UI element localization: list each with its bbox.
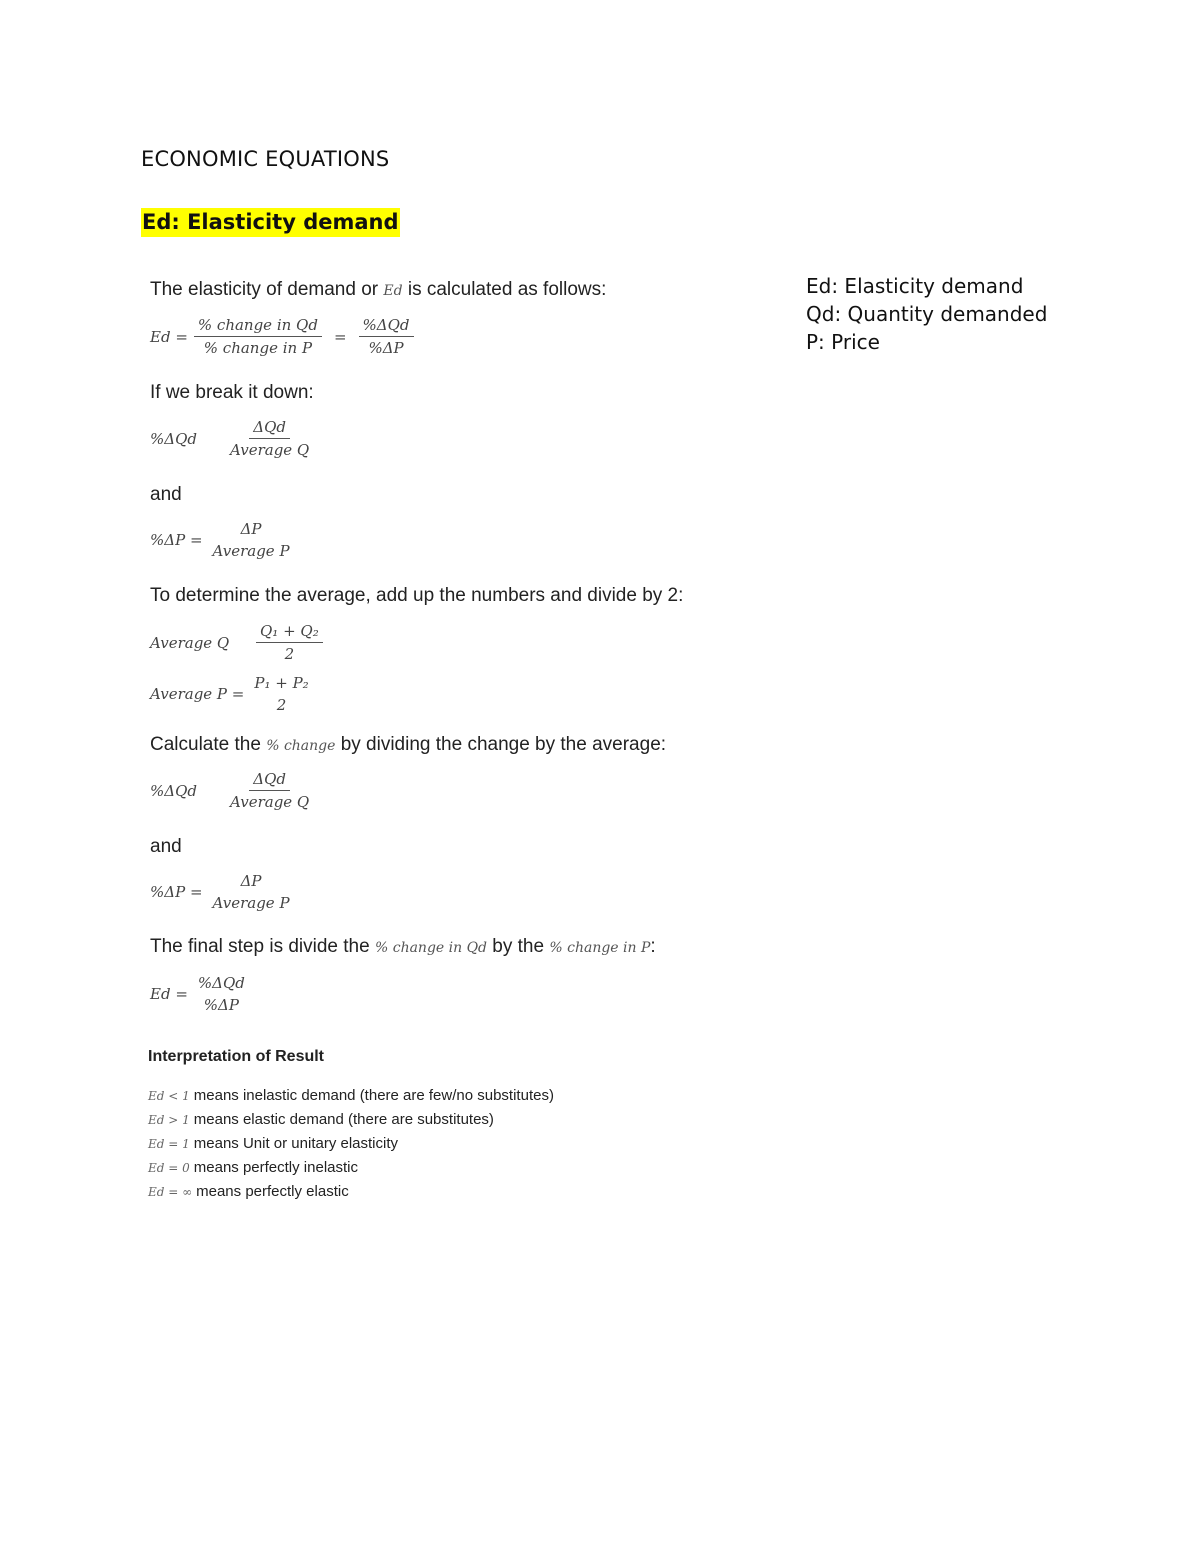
equation-elasticity-final: [150, 974, 255, 1014]
eq6-lhs: %ΔQd: [150, 781, 197, 800]
document-title: ECONOMIC EQUATIONS: [141, 147, 390, 171]
calc-pre: Calculate the: [150, 734, 267, 755]
interpretation-row: [148, 1084, 554, 1108]
section-heading: Ed: Elasticity demand: [141, 208, 400, 237]
eq5-denominator: 2: [276, 696, 287, 714]
interpretation-heading: Interpretation of Result: [148, 1048, 325, 1065]
eq1-frac2-denominator: %ΔP: [368, 339, 404, 357]
intro-pre: The elasticity of demand or: [150, 279, 384, 300]
and-text-1: and: [150, 484, 182, 505]
final-symbol-2: % change in P: [549, 940, 651, 956]
eq5-numerator: P₁ + P₂: [254, 674, 309, 692]
interpretation-row: [148, 1108, 554, 1132]
intro-post: is calculated as follows:: [402, 279, 607, 300]
eq2-lhs: %ΔQd: [150, 429, 197, 448]
eq4-numerator: Q₁ + Q₂: [256, 622, 323, 643]
eq6-denominator: Average Q: [230, 793, 310, 811]
eq4-fraction: [256, 622, 323, 663]
interp-symbol: Ed < 1: [148, 1089, 190, 1103]
eq5-fraction: [250, 674, 312, 714]
final-post: :: [650, 936, 656, 957]
legend-item-qd: Qd: Quantity demanded: [806, 302, 1048, 326]
eq7-denominator: Average P: [212, 894, 290, 912]
interpretation-row: [148, 1180, 554, 1204]
calc-post: by dividing the change by the average:: [335, 734, 667, 755]
eq8-fraction: [194, 974, 249, 1014]
equation-pct-change-p-2: [150, 872, 300, 912]
eq7-fraction: [209, 872, 294, 912]
equation-elasticity-definition: [150, 316, 420, 357]
eq7-numerator: ΔP: [240, 872, 262, 890]
interp-text: means perfectly elastic: [196, 1183, 349, 1200]
eq5-lhs: Average P =: [150, 685, 245, 703]
eq4-denominator: 2: [284, 645, 295, 663]
equation-pct-change-p: [150, 520, 300, 560]
eq1-frac1-denominator: % change in P: [203, 339, 313, 357]
interpretation-row: [148, 1156, 554, 1180]
interp-text: means elastic demand (there are substitutes): [193, 1111, 494, 1128]
eq1-frac1-numerator: % change in Qd: [194, 316, 322, 337]
eq8-numerator: %ΔQd: [197, 974, 245, 992]
break-down-text: If we break it down:: [150, 382, 314, 403]
and-text-2: and: [150, 836, 182, 857]
determine-average-text: To determine the average, add up the numbers and divide by 2:: [150, 585, 684, 606]
interp-text: means perfectly inelastic: [193, 1159, 359, 1176]
final-step-text: [150, 936, 656, 958]
interp-symbol: Ed = 1: [148, 1137, 190, 1151]
interp-symbol: Ed = 0: [148, 1161, 190, 1175]
final-symbol-1: % change in Qd: [374, 940, 488, 956]
equation-pct-change-qd: [150, 418, 319, 459]
variable-legend: [806, 272, 1047, 356]
eq2-denominator: Average Q: [230, 441, 310, 459]
legend-item-p: P: Price: [806, 330, 880, 354]
eq2-fraction: [226, 418, 313, 459]
eq3-numerator: ΔP: [240, 520, 262, 538]
eq1-fraction-1: [194, 316, 322, 357]
eq6-fraction: [226, 770, 313, 811]
interpretation-row: [148, 1132, 554, 1156]
eq8-denominator: %ΔP: [203, 996, 239, 1014]
interp-symbol: Ed > 1: [148, 1113, 190, 1127]
eq1-equals: =: [333, 327, 347, 346]
calc-symbol: % change: [266, 738, 336, 754]
eq4-lhs: Average Q: [150, 633, 230, 652]
interp-text: means Unit or unitary elasticity: [193, 1135, 399, 1152]
intro-text: [150, 279, 606, 301]
final-mid: by the: [487, 936, 550, 957]
intro-symbol: Ed: [383, 283, 403, 299]
eq3-fraction: [209, 520, 294, 560]
final-pre: The final step is divide the: [150, 936, 375, 957]
interp-symbol: Ed = ∞: [148, 1185, 193, 1199]
interp-text: means inelastic demand (there are few/no substitutes): [193, 1087, 554, 1104]
eq1-lhs: Ed =: [150, 327, 188, 346]
equation-pct-change-qd-2: [150, 770, 319, 811]
eq3-denominator: Average P: [212, 542, 290, 560]
interpretation-list: [148, 1084, 554, 1204]
eq8-lhs: Ed =: [150, 985, 188, 1003]
calculate-change-text: [150, 734, 666, 756]
eq3-lhs: %ΔP =: [150, 531, 203, 549]
legend-item-ed: Ed: Elasticity demand: [806, 274, 1024, 298]
eq1-frac2-numerator: %ΔQd: [359, 316, 414, 337]
equation-average-p: [150, 674, 319, 714]
eq6-numerator: ΔQd: [249, 770, 290, 791]
eq1-fraction-2: [359, 316, 414, 357]
eq2-numerator: ΔQd: [249, 418, 290, 439]
equation-average-q: [150, 622, 329, 663]
eq7-lhs: %ΔP =: [150, 883, 203, 901]
